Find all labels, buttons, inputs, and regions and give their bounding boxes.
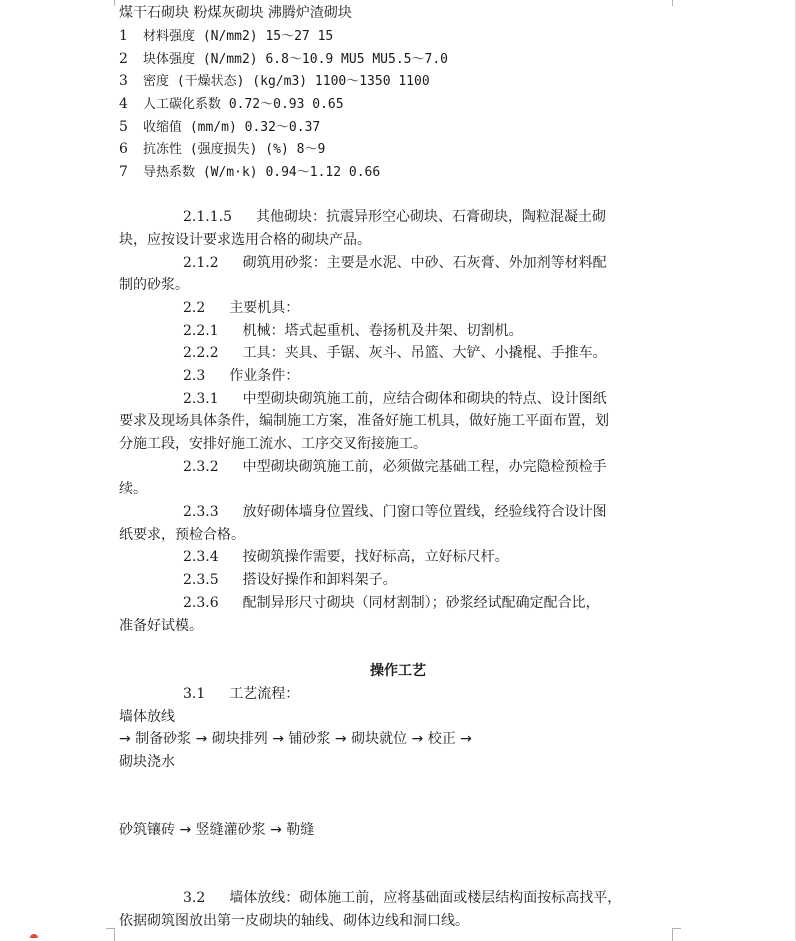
row-number: 6 [119,141,128,157]
paragraph-text: 中型砌块砌筑施工前，应结合砌体和砌块的特点、设计图纸 [242,391,607,407]
paragraph-text: 纸要求，预检合格。 [119,527,245,543]
paragraph-text: 分施工段，安排好施工流水、工序交叉衔接施工。 [119,436,427,452]
row-text: 收缩值 (mm/m) 0.32～0.37 [143,120,321,135]
paragraph-text: 主要机具： [229,300,300,316]
flow-step: 砌块浇水 [119,754,175,770]
section-number: 3.2 [183,890,206,906]
row-text: 密度 (干燥状态) (kg/m3) 1100～1350 1100 [143,74,430,89]
table-row [119,49,448,70]
paragraph-text: 依据砌筑图放出第一皮砌块的轴线、砌体边线和洞口线。 [119,913,469,929]
section-number: 2.3.6 [183,595,219,611]
paragraph-3-2 [183,888,621,908]
row-text: 抗冻性 (强度损失) (%) 8～9 [143,142,326,157]
section-number: 2.1.1.5 [183,209,232,225]
paragraph-text: 要求及现场具体条件，编制施工方案，准备好施工机具，做好施工平面布置，划 [119,413,609,429]
row-number: 1 [119,28,128,44]
flow-step: 墙体放线 [119,709,175,725]
paragraph-text: 按砌筑操作需要，找好标高，立好标尺杆。 [242,549,509,565]
table-row [119,71,430,92]
section-number: 2.3.2 [183,459,219,475]
paragraph-2-3-3 [183,502,607,522]
row-text: 导热系数 (W/m·k) 0.94～1.12 0.66 [143,165,381,180]
table-row [119,26,333,47]
paragraph-text: 搭设好操作和卸料架子。 [242,572,397,588]
paragraph-2-3-2 [183,457,607,477]
paragraph-3-1 [183,684,299,704]
row-text: 块体强度 (N/mm2) 6.8～10.9 MU5 MU5.5～7.0 [143,52,448,67]
paragraph-2-2-1 [183,321,523,341]
table-row [119,162,380,183]
section-number: 2.3.5 [183,572,219,588]
section-number: 2.2.1 [183,323,219,339]
paragraph-text: 准备好试模。 [119,618,203,634]
section-number: 2.1.2 [183,255,219,271]
table-header: 煤干石砌块 粉煤灰砌块 沸腾炉渣砌块 [119,5,352,21]
flow-step: 砂筑镶砖 → 竖缝灌砂浆 → 勒缝 [119,822,315,838]
section-number: 2.2.2 [183,345,219,361]
row-number: 3 [119,73,128,89]
section-number: 2.3.1 [183,391,219,407]
paragraph-2-3-1 [183,389,607,409]
paragraph-text: 墙体放线：砌体施工前，应将基础面或楼层结构面按标高找平， [229,890,622,906]
paragraph-2-1-1-5 [183,207,606,227]
paragraph-text: 作业条件： [229,368,300,384]
paragraph-text: 续。 [119,481,147,497]
row-number: 2 [119,51,128,67]
corner-mark-top-right [672,0,681,6]
section-heading: 操作工艺 [370,663,426,679]
paragraph-text: 放好砌体墙身位置线、门窗口等位置线，经验线符合设计图 [242,504,607,520]
paragraph-2-1-2 [183,253,607,273]
paragraph-2-3-5 [183,570,397,590]
section-number: 2.3.4 [183,549,219,565]
flow-step: → 制备砂浆 → 砌块排列 → 铺砂浆 → 砌块就位 → 校正 → [119,731,472,747]
row-number: 4 [119,96,128,112]
table-row [119,94,344,115]
paragraph-text: 配制异形尺寸砌块（同材割制）；砂浆经试配确定配合比， [242,595,600,611]
paragraph-text: 工具：夹具、手锯、灰斗、吊篮、大铲、小撬棍、手推车。 [242,345,607,361]
paragraph-text: 中型砌块砌筑施工前，必须做完基础工程，办完隐检预检手 [242,459,607,475]
paragraph-2-3-4 [183,547,509,567]
row-text: 材料强度 (N/mm2) 15～27 15 [143,29,334,44]
corner-mark-top-left [106,0,115,6]
row-number: 5 [119,119,128,135]
paragraph-text: 机械：塔式起重机、卷扬机及井架、切割机。 [242,323,523,339]
section-number: 2.3 [183,368,206,384]
paragraph-2-3-6 [183,593,600,613]
paragraph-text: 制的砂浆。 [119,277,189,293]
row-number: 7 [119,164,128,180]
paragraph-text: 砌筑用砂浆：主要是水泥、中砂、石灰膏、外加剂等材料配 [242,255,607,271]
paragraph-text: 工艺流程： [229,686,300,702]
red-marker-icon [30,934,38,938]
corner-mark-bottom-left [106,928,115,941]
section-number: 2.3.3 [183,504,219,520]
table-row [119,139,325,160]
section-number: 3.1 [183,686,206,702]
table-row [119,117,320,138]
paragraph-2-3 [183,366,299,386]
paragraph-text: 其他砌块：抗震异形空心砌块、石膏砌块，陶粒混凝土砌 [255,209,606,225]
corner-mark-bottom-right [672,928,681,941]
row-text: 人工碳化系数 0.72～0.93 0.65 [143,97,344,112]
paragraph-text: 块，应按设计要求选用合格的砌块产品。 [119,232,371,248]
section-number: 2.2 [183,300,206,316]
paragraph-2-2-2 [183,343,607,363]
paragraph-2-2 [183,298,299,318]
